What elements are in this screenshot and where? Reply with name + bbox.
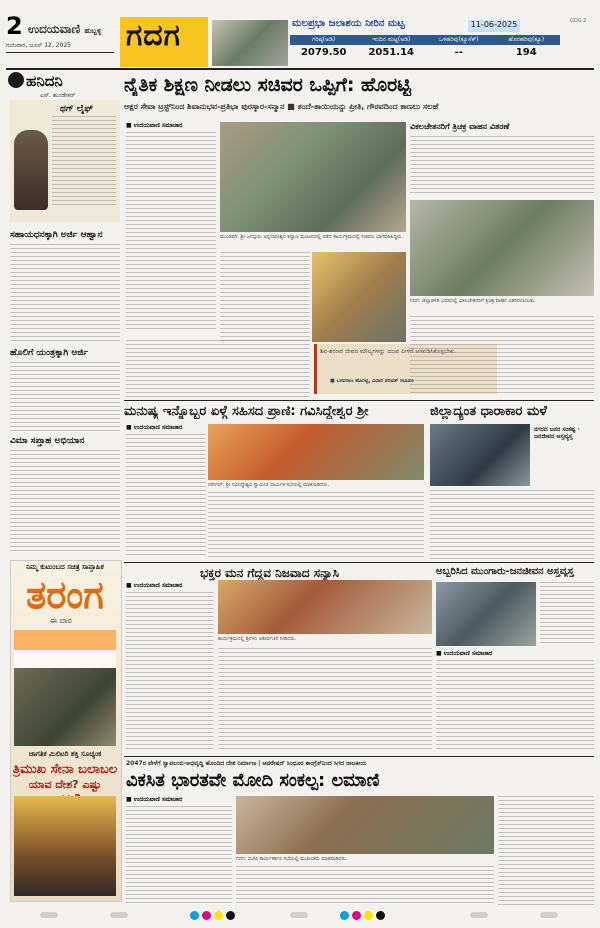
yellow-dot [364, 911, 373, 920]
right-top-heading: ವಿಕಲಚೇತನರಿಗೆ ತ್ರಿಚಕ್ರ ವಾಹನ ವಿತರಣೆ [410, 122, 510, 131]
hani-logo-icon [8, 72, 24, 88]
magenta-dot [352, 911, 361, 920]
print-mark [40, 912, 58, 918]
rain-byline: ■ ಉದಯವಾಣಿ ಸಮಾಚಾರ [436, 650, 493, 657]
left-article-text [10, 244, 120, 344]
quote-author: ■ ಬಸವರಾಜ ಹೊರಟ್ಟಿ, ವಿಧಾನ ಪರಿಷತ್ ಸಭಾಪತಿ [330, 378, 414, 384]
sanyasa-text-2 [218, 648, 432, 752]
rain-side-text [540, 582, 594, 646]
lead-text-col2 [220, 252, 310, 342]
lead-text-col3 [126, 340, 310, 398]
lead-photo-1 [220, 122, 406, 232]
ad-bottom-images [14, 796, 116, 896]
section-divider [124, 756, 594, 757]
page-number: 2 [6, 12, 23, 40]
lead-caption: ಮುಂಡರಗಿ: ಶ್ರೀ ಜಗದ್ಗುರು ಅನ್ನದಾನೀಶ್ವರ ಕಲ್ಯಾಣ ಮಂಟಪದಲ್ಲಿ ನಡೆದ ಕಾರ್ಯಕ್ರಮದಲ್ಲಿ ಸಚಿವರು ಭಾಗವಹಿಸಿದ್ದರು. [220, 234, 403, 240]
ad-title: ತರಂಗ [26, 573, 104, 617]
date-line: ಗುರುವಾರ, ಜೂನ್ 12, 2025 [6, 42, 71, 49]
lead-text-col1 [126, 132, 216, 332]
right-top-caption: ಗದಗ: ಜಿಲ್ಲಾಡಳಿತ ಭವನದಲ್ಲಿ ವಿಕಲಚೇತನರಿಗೆ ತ್ರಿಚಕ್ರ ವಾಹನ ವಿತರಿಸಲಾಯಿತು. [410, 298, 536, 304]
rain-headline: ಅಬ್ಬರಿಸಿದ ಮುಂಗಾರು-ಜನಜೀವನ ಅಸ್ತವ್ಯಸ್ತ [436, 566, 574, 577]
bottom-text-1 [126, 806, 232, 906]
bottom-kicker: 2047ರ ವೇಳೆಗೆ ಸ್ವಾವಲಂಬಿ-ಅಭಿವೃದ್ಧಿ ಹೊಂದಿದ ದೇಶ ನಿರ್ಮಾಣ | ಆಪರೇಷನ್ ಸಿಂಧೂರ ಕಾಂಗ್ರೆಸ್‌ನಿಂದ ಸಿಗದ ರಾಜಕೀಯ [126, 760, 367, 767]
bottom-photo [236, 796, 494, 854]
mid-left-byline: ■ ಉದಯವಾಣಿ ಸಮಾಚಾರ [126, 424, 183, 431]
hani-heading: ಥಗ್ ಲೈಫ್ [60, 104, 94, 114]
bottom-text-3 [498, 796, 594, 906]
left-article-heading: ವಿಮಾ ಸಪ್ತಾಹ ಅಭಿಯಾನ [10, 436, 85, 446]
dam-label: ಹೊರಹರಿವು(ಕ್ಯೂ) [508, 36, 545, 43]
dam-ticker-title: ಮಲಪ್ರಭಾ ಜಲಾಶಯ ನೀರಿನ ಮಟ್ಟ [292, 18, 405, 29]
print-mark [470, 912, 488, 918]
dam-value: 2079.50 [300, 47, 347, 58]
sanyasa-caption: ಕಾರ್ಯಕ್ರಮದಲ್ಲಿ ಶ್ರೀಗಳು ಆಶೀರ್ವಚನ ನೀಡಿದರು. [218, 636, 297, 642]
mid-left-photo [208, 424, 424, 480]
hani-dani-title: ಹನಿದನಿ [26, 72, 63, 90]
lead-photo-2 [312, 252, 406, 342]
hani-cartoon [14, 130, 48, 210]
dam-ticker-labels [290, 35, 560, 45]
mid-left-headline: ಮನುಷ್ಯ ಇನ್ನೊಬ್ಬರ ಏಳ್ಗೆ ಸಹಿಸದ ಪ್ರಾಣಿ: ಗವಿಸಿದ್ಧೇಶ್ವರ ಶ್ರೀ [124, 404, 369, 419]
black-dot [376, 911, 385, 920]
left-article-text [10, 450, 120, 554]
mid-left-text-2 [208, 492, 424, 558]
dam-ticker-values [290, 46, 560, 60]
quote-text: ಶಿವ-ಶರಣರ ಜೀವನ ಮೌಲ್ಯಗಳನ್ನು ಯುವ ಪೀಳಿಗೆ ಅಳವಡಿಸಿಕೊಳ್ಳಬೇಕು. [320, 348, 457, 355]
right-top-text [410, 136, 594, 196]
dam-value: -- [454, 47, 463, 58]
dam-label: ಗರಿಷ್ಠ(ಅಡಿ) [312, 36, 336, 43]
section-title: ಗದಗ [126, 18, 181, 53]
section-divider [124, 562, 594, 563]
sanyasa-headline: ಭಕ್ತರ ಮನ ಗೆದ್ದವ ನಿಜವಾದ ಸನ್ಯಾಸಿ [200, 566, 340, 580]
print-mark [290, 912, 308, 918]
lead-kicker: ಅಕ್ಷರ ಸೇವಾ ಟ್ರಸ್ಟ್‌ನಿಂದ ಶಿವಾನುಭವ-ಪ್ರತಿಭಾ ಪುರಸ್ಕಾರ-ಸನ್ಮಾನ ■ ತಂದೆ-ತಾಯಿಯನ್ನು ಪ್ರೀತಿ, ಗೌರವದಿಂದ ಕಾಣಲು ಸಲಹೆ [124, 102, 439, 111]
sanyasa-photo [218, 580, 432, 634]
right-top-photo [410, 200, 594, 296]
bottom-byline: ■ ಉದಯವಾಣಿ ಸಮಾಚಾರ [126, 796, 183, 803]
dam-label: ಒಳಹರಿವು(ಕ್ಯೂಸೆಕ್) [438, 36, 479, 43]
sanyasa-byline: ■ ಉದಯವಾಣಿ ಸಮಾಚಾರ [126, 582, 183, 589]
bottom-headline: ವಿಕಸಿತ ಭಾರತವೇ ಮೋದಿ ಸಂಕಲ್ಪ: ಲಮಾಣಿ [126, 770, 380, 791]
mid-right-text [430, 490, 594, 560]
page-code: GDG 2 [570, 18, 587, 24]
paper-name-text: ಉದಯವಾಣಿ [28, 22, 81, 36]
hani-author: ಎಸ್. ಹುಂಡೇಕರ್ [40, 92, 76, 99]
magenta-dot [202, 911, 211, 920]
left-article-text [10, 362, 120, 432]
bottom-caption: ಗದಗ: ಬಿಜೆಪಿ ಕಾರ್ಯಕರ್ತರ ಸಭೆಯಲ್ಲಿ ಮುಖಂಡರು ಮಾತನಾಡಿದರು. [236, 856, 348, 862]
dam-label: ಇಂದಿನ ಮಟ್ಟ(ಅಡಿ) [372, 36, 411, 43]
rain-photo-2 [436, 582, 536, 646]
paper-name [28, 22, 101, 37]
section-divider [124, 400, 594, 401]
cyan-dot [190, 911, 199, 920]
ad-sub: ಈ ವಾರ [50, 616, 72, 625]
lead-byline: ■ ಉದಯವಾಣಿ ಸಮಾಚಾರ [126, 122, 183, 129]
left-article-heading: ಸಹಾಯಧನಕ್ಕಾಗಿ ಅರ್ಜಿ ಆಹ್ವಾನ [10, 230, 103, 240]
mid-left-caption: ನರೇಗಲ್: ಶ್ರೀ ಗವಿಸಿದ್ಧೇಶ್ವರ ಸ್ವಾಮೀಜಿ ಧಾರ್ಮಿಕ ಸಭೆಯಲ್ಲಿ ಮಾತನಾಡಿದರು. [208, 482, 330, 488]
left-article-heading: ಹೊಲಿಗೆ ಯಂತ್ರಕ್ಕಾಗಿ ಅರ್ಜಿ [10, 348, 88, 358]
rain-photo-1 [430, 424, 530, 486]
sanyasa-text [126, 592, 214, 752]
right-top-text-2 [410, 316, 594, 396]
ad-line-1: ಜಾಗತಿಕ ಮಿಲಿಟರಿ ಶಕ್ತಿ ಸೂಚ್ಯಂಕ [28, 750, 102, 758]
dam-photo [212, 20, 288, 66]
header-divider [6, 52, 114, 53]
masthead-rule [6, 68, 594, 70]
ad-line-2: ತ್ರಿಮುಖ ಸೇನಾ ಬಲಾಬಲ [12, 762, 118, 777]
bottom-text-2 [236, 866, 494, 906]
edition-tag: ಹುಬ್ಬಳ್ಳಿ [84, 27, 102, 35]
mid-right-sub: ನಗರದ ಜನರ ಸಂಕಷ್ಟ · ಜನಜೀವನ ಅಸ್ತವ್ಯಸ್ತ [534, 426, 580, 440]
print-mark [110, 912, 128, 918]
ad-soldiers-image [14, 668, 116, 746]
rain-text [436, 660, 594, 752]
mid-right-headline: ಜಿಲ್ಲಾದ್ಯಂತ ಧಾರಾಕಾರ ಮಳೆ [430, 404, 547, 419]
cyan-dot [340, 911, 349, 920]
yellow-dot [214, 911, 223, 920]
mid-left-text [126, 434, 206, 558]
dam-value: 2051.14 [368, 47, 415, 58]
black-dot [226, 911, 235, 920]
ad-line-3: ಯಾವ ದೇಶ? ಎಷ್ಟು [28, 778, 102, 791]
print-mark [540, 912, 558, 918]
dam-value: 194 [515, 47, 537, 58]
hani-text [52, 116, 116, 206]
lead-headline: ನೈತಿಕ ಶಿಕ್ಷಣ ನೀಡಲು ಸಚಿವರ ಒಪ್ಪಿಗೆ: ಹೊರಟ್ಟಿ [124, 74, 411, 96]
ad-top-line: ನಿಮ್ಮ ಕುಟುಂಬದ ಸಚಿತ್ರ ಸಾಪ್ತಾಹಿಕ [26, 563, 104, 571]
dam-ticker-date: 11-06-2025 [468, 20, 520, 32]
